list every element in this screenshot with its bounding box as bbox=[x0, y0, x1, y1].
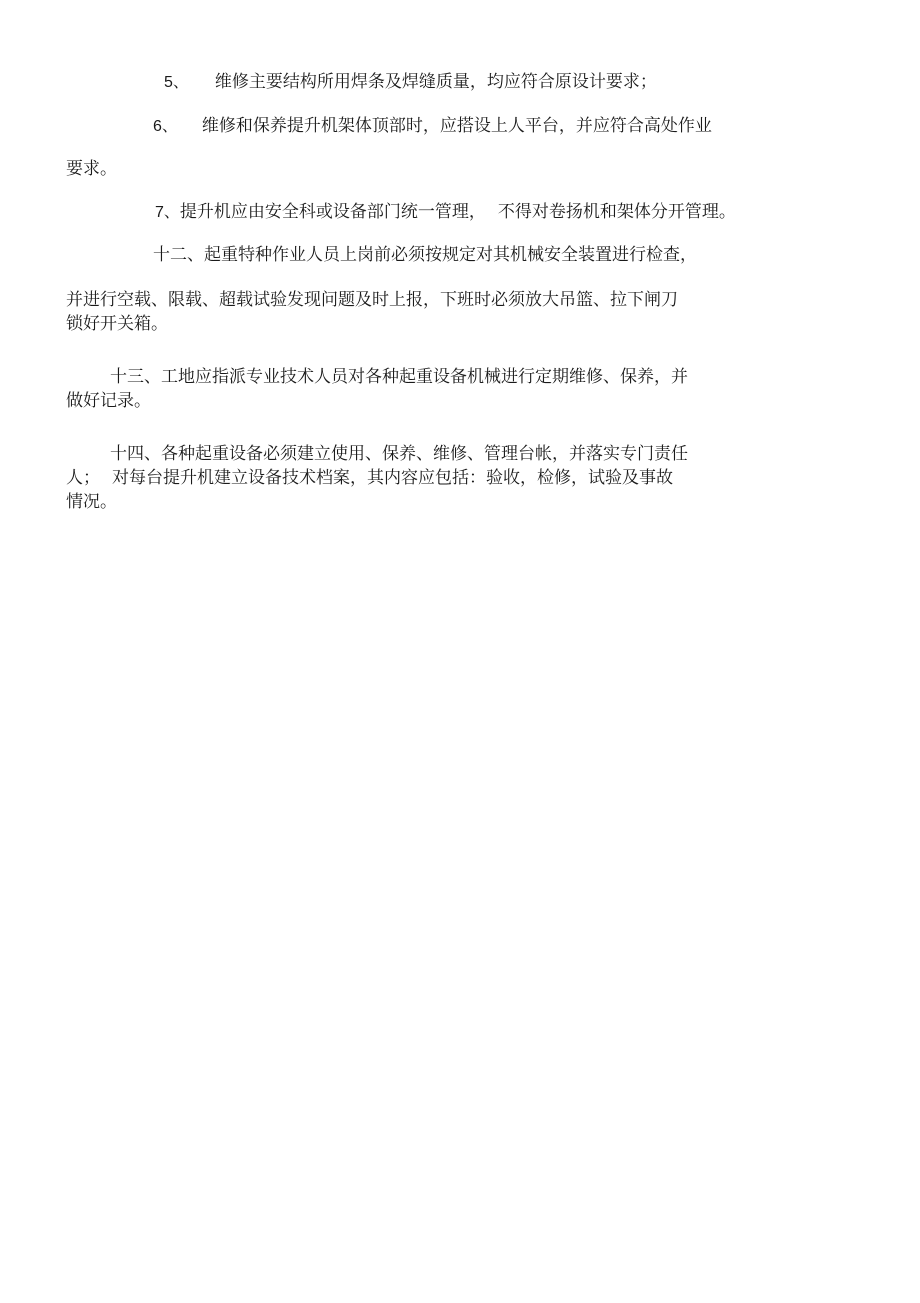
section-12-line-1: 十二、起重特种作业人员上岗前必须按规定对其机械安全装置进行检查， bbox=[153, 245, 697, 265]
section-14-fragment: 人； bbox=[66, 468, 100, 488]
item-text: 维修和保养提升机架体顶部时，应搭设上人平台，并应符合高处作业 bbox=[201, 116, 712, 136]
item-text: 维修主要结构所用焊条及焊缝质量，均应符合原设计要求； bbox=[214, 72, 657, 92]
item-number: 5、 bbox=[164, 74, 189, 91]
item-6 bbox=[153, 115, 712, 138]
section-14-text: 对每台提升机建立设备技术档案，其内容应包括：验收，检修，试验及事故 bbox=[112, 468, 673, 488]
item-number: 6、 bbox=[153, 118, 178, 135]
section-14-line-3: 情况。 bbox=[66, 492, 117, 512]
section-12-line-3: 锁好开关箱。 bbox=[66, 314, 168, 334]
section-14-line-2 bbox=[66, 467, 673, 489]
section-13-line-2: 做好记录。 bbox=[66, 391, 151, 411]
item-6-continuation: 要求。 bbox=[66, 159, 117, 179]
section-12-line-2: 并进行空载、限载、超载试验发现问题及时上报，下班时必须放大吊篮、拉下闸刀 bbox=[66, 290, 678, 310]
item-number: 7、 bbox=[155, 204, 180, 221]
item-text: 提升机应由安全科或设备部门统一管理， bbox=[179, 202, 486, 222]
section-13-line-1: 十三、工地应指派专业技术人员对各种起重设备机械进行定期维修、保养，并 bbox=[110, 367, 688, 387]
section-14-line-1: 十四、各种起重设备必须建立使用、保养、维修、管理台帐，并落实专门责任 bbox=[110, 444, 688, 464]
item-7 bbox=[155, 201, 736, 224]
item-5 bbox=[164, 71, 657, 94]
item-text: 不得对卷扬机和架体分开管理。 bbox=[497, 202, 736, 222]
